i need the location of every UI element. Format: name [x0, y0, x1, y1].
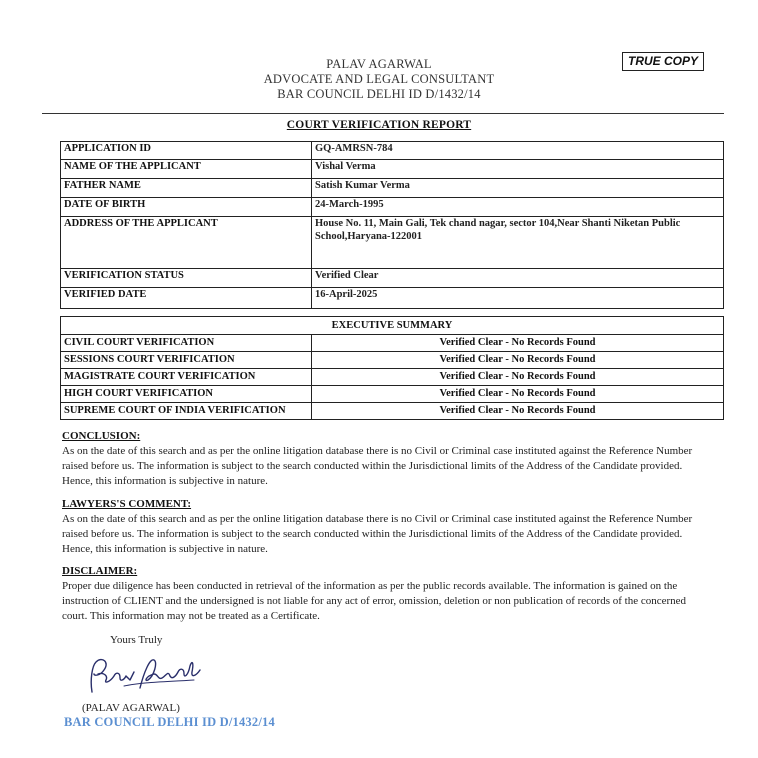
- row-value: Verified Clear - No Records Found: [312, 352, 724, 369]
- table-row: [61, 142, 724, 160]
- table-header-row: [61, 317, 724, 335]
- table-row: [61, 160, 724, 179]
- row-label: SUPREME COURT OF INDIA VERIFICATION: [61, 403, 312, 420]
- table-row: [61, 335, 724, 352]
- summary-title: EXECUTIVE SUMMARY: [61, 317, 724, 335]
- advocate-name: PALAV AGARWAL: [326, 57, 432, 71]
- row-value: Verified Clear - No Records Found: [312, 335, 724, 352]
- row-value: 24-March-1995: [312, 198, 724, 217]
- table-row: [61, 288, 724, 309]
- bar-council-id: BAR COUNCIL DELHI ID D/1432/14: [277, 87, 481, 101]
- applicant-details-table: [60, 141, 724, 309]
- lawyers-comment-heading: LAWYERS'S COMMENT:: [62, 498, 192, 510]
- conclusion-section: [62, 429, 714, 489]
- row-value: Verified Clear - No Records Found: [312, 369, 724, 386]
- row-label: MAGISTRATE COURT VERIFICATION: [61, 369, 312, 386]
- table-row: [61, 386, 724, 403]
- row-value: Verified Clear - No Records Found: [312, 403, 724, 420]
- report-title: COURT VERIFICATION REPORT: [286, 119, 472, 131]
- row-label: VERIFIED DATE: [61, 288, 312, 309]
- disclaimer-section: [62, 564, 714, 624]
- row-label: APPLICATION ID: [61, 142, 312, 160]
- executive-summary-table: [60, 316, 724, 420]
- table-row: [61, 198, 724, 217]
- row-value: House No. 11, Main Gali, Tek chand nagar, sector 104,Near Shanti Niketan Public School,Haryana-122001: [312, 217, 724, 269]
- row-label: CIVIL COURT VERIFICATION: [61, 335, 312, 352]
- header-divider: [42, 113, 724, 114]
- row-label: FATHER NAME: [61, 179, 312, 198]
- handwritten-signature: [84, 652, 204, 700]
- table-row: [61, 352, 724, 369]
- row-value: Satish Kumar Verma: [312, 179, 724, 198]
- lawyers-comment-section: [62, 497, 714, 557]
- row-value: 16-April-2025: [312, 288, 724, 309]
- row-label: SESSIONS COURT VERIFICATION: [61, 352, 312, 369]
- signatory-name: (PALAV AGARWAL): [82, 702, 180, 714]
- row-label: DATE OF BIRTH: [61, 198, 312, 217]
- disclaimer-heading: DISCLAIMER:: [62, 565, 138, 577]
- table-row: [61, 217, 724, 269]
- row-label: VERIFICATION STATUS: [61, 269, 312, 288]
- row-value: Verified Clear - No Records Found: [312, 386, 724, 403]
- disclaimer-text: Proper due diligence has been conducted in retrieval of the information as per the public records available. The information is gained on the instruction of CLIENT and the undersigned is not liable for any act of error, omission, deletion or non publication of records of the concerned court. This information may not be treated as a Certificate.: [62, 580, 687, 622]
- table-row: [61, 179, 724, 198]
- conclusion-heading: CONCLUSION:: [62, 430, 141, 442]
- row-label: NAME OF THE APPLICANT: [61, 160, 312, 179]
- table-row: [61, 269, 724, 288]
- row-label: ADDRESS OF THE APPLICANT: [61, 217, 312, 269]
- table-row: [61, 369, 724, 386]
- row-value: GQ-AMRSN-784: [312, 142, 724, 160]
- row-value: Vishal Verma: [312, 160, 724, 179]
- true-copy-stamp: TRUE COPY: [622, 52, 704, 71]
- footer-bar-council-id: BAR COUNCIL DELHI ID D/1432/14: [64, 715, 275, 729]
- closing-text: Yours Truly: [110, 634, 163, 646]
- row-value: Verified Clear: [312, 269, 724, 288]
- table-row: [61, 403, 724, 420]
- advocate-role: ADVOCATE AND LEGAL CONSULTANT: [263, 72, 495, 86]
- lawyers-comment-text: As on the date of this search and as per the online litigation database there is no Civil or Criminal case instituted against the Reference Number raised before us. The information is subject to the search conducted within the Jurisdictional limits of the Address of the Candidate provided. Hence, this information is subjective in nature.: [62, 513, 693, 555]
- conclusion-text: As on the date of this search and as per the online litigation database there is no Civil or Criminal case instituted against the Reference Number raised before us. The information is subject to the search conducted within the Jurisdictional limits of the Address of the Candidate provided. Hence, this information is subjective in nature.: [62, 445, 693, 487]
- row-label: HIGH COURT VERIFICATION: [61, 386, 312, 403]
